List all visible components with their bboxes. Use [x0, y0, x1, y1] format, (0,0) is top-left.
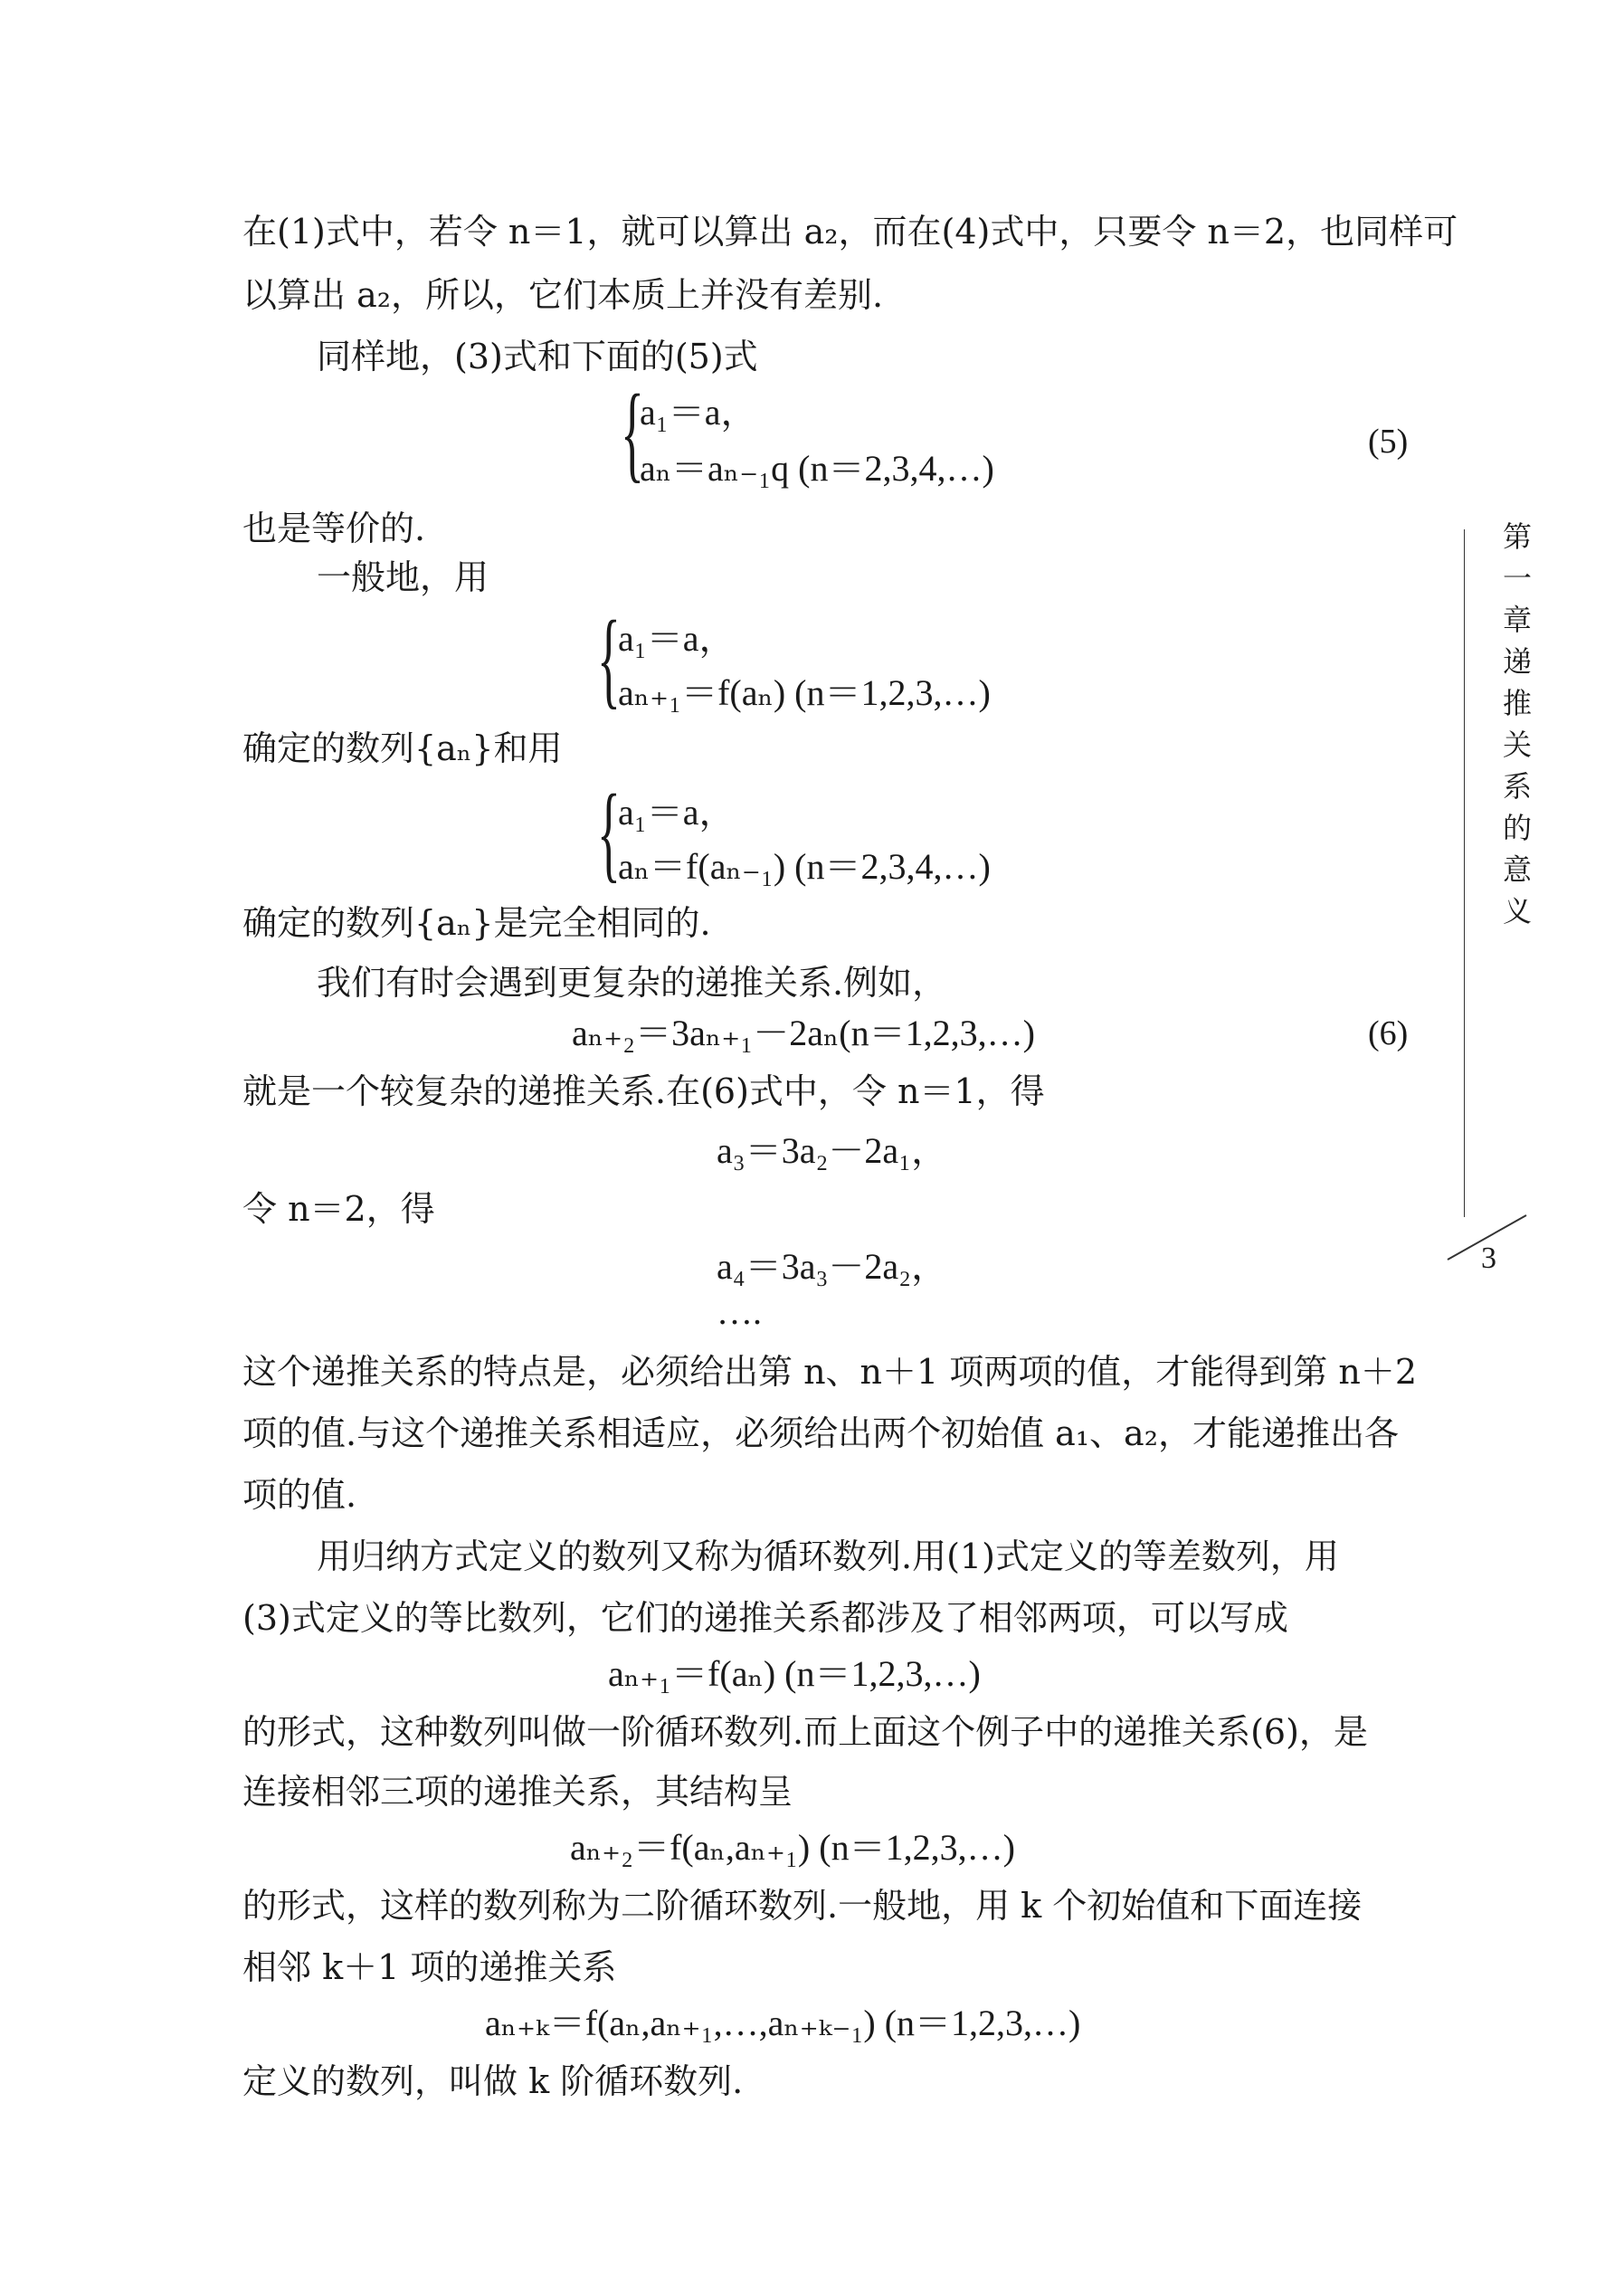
- text-line: 同样地，(3)式和下面的(5)式: [317, 337, 758, 376]
- equation: a₁＝a，: [640, 392, 757, 433]
- brace-symbol: {: [621, 372, 644, 492]
- text-line: 项的值.: [242, 1475, 357, 1515]
- equation: a₃＝3a₂－2a₁，: [717, 1130, 948, 1171]
- brace-symbol: {: [597, 598, 621, 718]
- equation: ….: [717, 1291, 762, 1332]
- text-line: 就是一个较复杂的递推关系.在(6)式中，令 n＝1，得: [242, 1071, 1045, 1111]
- text-line: 的形式，这样的数列称为二阶循环数列.一般地，用 k 个初始值和下面连接: [242, 1886, 1363, 1926]
- text-line: 确定的数列{aₙ}是完全相同的.: [242, 903, 711, 943]
- equation-number: (5): [1368, 423, 1409, 461]
- text-line: (3)式定义的等比数列，它们的递推关系都涉及了相邻两项，可以写成: [242, 1598, 1288, 1638]
- equation: a₁＝a，: [618, 618, 736, 659]
- text-line: 用归纳方式定义的数列又称为循环数列.用(1)式定义的等差数列，用: [317, 1537, 1339, 1576]
- equation: aₙ₊₂＝f(aₙ,aₙ₊₁) (n＝1,2,3,…): [570, 1827, 1015, 1868]
- text-line: 一般地，用: [317, 557, 489, 597]
- sidebar-rule: [1464, 529, 1465, 1217]
- page-number: 3: [1481, 1242, 1496, 1275]
- chapter-title: 第一章 递推关系的意义: [1502, 519, 1562, 928]
- text-line: 确定的数列{aₙ}和用: [242, 728, 563, 768]
- text-line: 令 n＝2，得: [242, 1189, 435, 1229]
- equation: aₙ₊₂＝3aₙ₊₁－2aₙ(n＝1,2,3,…): [572, 1013, 1035, 1053]
- equation: aₙ₊₁＝f(aₙ) (n＝1,2,3,…): [618, 672, 991, 713]
- text-line: 项的值.与这个递推关系相适应，必须给出两个初始值 a₁、a₂，才能递推出各: [242, 1413, 1399, 1453]
- text-line: 在(1)式中，若令 n＝1，就可以算出 a₂，而在(4)式中，只要令 n＝2，也同样可: [242, 212, 1458, 252]
- equation: a₄＝3a₃－2a₂，: [717, 1246, 948, 1287]
- text-line: 我们有时会遇到更复杂的递推关系.例如，: [317, 963, 947, 1003]
- text-line: 也是等价的.: [242, 509, 426, 548]
- equation: aₙ＝aₙ₋₁q (n＝2,3,4,…): [640, 448, 994, 489]
- text-line: 的形式，这种数列叫做一阶循环数列.而上面这个例子中的递推关系(6)，是: [242, 1712, 1368, 1752]
- equation: aₙ₊ₖ＝f(aₙ,aₙ₊₁,…,aₙ₊ₖ₋₁) (n＝1,2,3,…): [485, 2003, 1081, 2043]
- text-line: 连接相邻三项的递推关系，其结构呈: [242, 1772, 793, 1812]
- equation: a₁＝a，: [618, 792, 736, 833]
- text-line: 这个递推关系的特点是，必须给出第 n、n＋1 项两项的值，才能得到第 n＋2: [242, 1352, 1418, 1392]
- equation: aₙ₊₁＝f(aₙ) (n＝1,2,3,…): [608, 1653, 981, 1694]
- equation-number: (6): [1368, 1014, 1409, 1052]
- text-line: 以算出 a₂，所以，它们本质上并没有差别.: [242, 275, 884, 315]
- equation: aₙ＝f(aₙ₋₁) (n＝2,3,4,…): [618, 846, 991, 887]
- brace-symbol: {: [597, 772, 621, 892]
- text-line: 相邻 k＋1 项的递推关系: [242, 1947, 617, 1987]
- text-line: 定义的数列，叫做 k 阶循环数列.: [242, 2061, 744, 2101]
